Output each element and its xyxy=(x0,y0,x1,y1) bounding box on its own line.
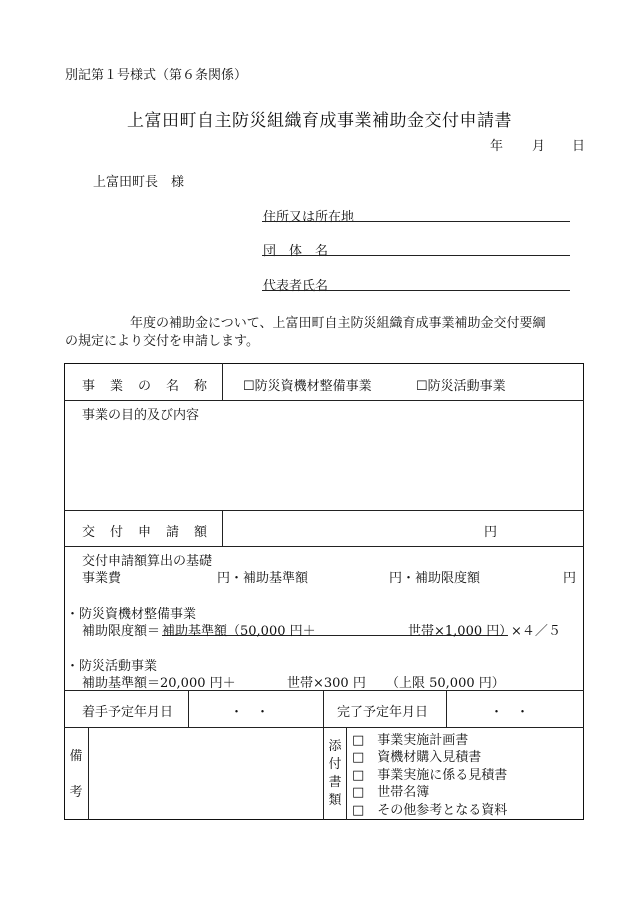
remarks-char: 備 xyxy=(69,749,83,764)
col-divider xyxy=(222,510,223,546)
col-divider xyxy=(446,690,447,727)
date-month-label: 月 xyxy=(532,139,546,154)
purpose-field[interactable] xyxy=(80,422,576,506)
attachments-char: 添 xyxy=(328,739,342,754)
attachments-char: 類 xyxy=(328,793,342,808)
attachment-checkbox-equipment-quote[interactable]: □ 資機材購入見積書 xyxy=(352,750,482,765)
project-name-label: 事 業 の 名 称 xyxy=(82,379,209,394)
option-equipment[interactable]: ☐防災資機材整備事業 xyxy=(243,379,372,394)
org-name-label: 団 体 名 xyxy=(263,244,329,259)
option-activity[interactable]: ☐防災活動事業 xyxy=(416,379,506,394)
basis-yen-end: 円 xyxy=(563,571,577,586)
representative-label: 代表者氏名 xyxy=(263,279,329,294)
org-name-field[interactable] xyxy=(262,240,570,256)
activity-formula-households: 世帯×300 円 xyxy=(287,676,366,691)
col-divider xyxy=(188,690,189,727)
end-date-label: 完了予定年月日 xyxy=(337,705,429,720)
amount-label: 交 付 申 請 額 xyxy=(82,525,209,540)
basis-standard-amount: 円・補助基準額 xyxy=(217,571,309,586)
equipment-formula-limit: 補助限度額＝ xyxy=(82,624,161,639)
form-label: 別記第１号様式（第６条関係） xyxy=(65,68,248,83)
row-divider xyxy=(64,546,584,547)
date-year-label: 年 xyxy=(490,139,504,154)
col-divider xyxy=(88,727,89,820)
attachments-char: 書 xyxy=(328,775,342,790)
address-field[interactable] xyxy=(262,206,570,222)
activity-project-title: ・防災活動事業 xyxy=(66,659,158,674)
row-divider xyxy=(64,510,584,511)
start-date-label: 着手予定年月日 xyxy=(82,705,174,720)
row-divider xyxy=(64,727,584,728)
addressee: 上富田町長 様 xyxy=(93,175,185,190)
attachment-checkbox-other[interactable]: □ その他参考となる資料 xyxy=(352,803,508,818)
date-day-label: 日 xyxy=(572,139,586,154)
address-label: 住所又は所在地 xyxy=(263,210,355,225)
equipment-formula-ratio: ×４／５ xyxy=(511,624,561,639)
attachment-checkbox-project-quote[interactable]: □ 事業実施に係る見積書 xyxy=(352,768,508,783)
body-text-line2: の規定により交付を申請します。 xyxy=(65,334,259,349)
activity-formula-cap: （上限 50,000 円） xyxy=(386,676,505,691)
row-divider xyxy=(64,400,584,401)
equipment-formula-standard: 補助基準額（50,000 円＋ xyxy=(162,624,316,639)
col-divider xyxy=(222,363,223,400)
remarks-char: 考 xyxy=(69,785,83,800)
purpose-label: 事業の目的及び内容 xyxy=(82,408,200,423)
attachments-char: 付 xyxy=(328,757,342,772)
attachment-checkbox-plan[interactable]: □ 事業実施計画書 xyxy=(352,733,469,748)
equipment-formula-households: 世帯×1,000 円） xyxy=(408,624,513,639)
amount-yen-unit: 円 xyxy=(484,525,498,540)
basis-limit-amount: 円・補助限度額 xyxy=(389,571,481,586)
body-text-line1: 年度の補助金について、上富田町自主防災組織育成事業補助金交付要綱 xyxy=(130,316,546,331)
representative-field[interactable] xyxy=(262,275,570,291)
basis-title: 交付申請額算出の基礎 xyxy=(82,554,213,569)
col-divider xyxy=(346,727,347,820)
attachment-checkbox-household-list[interactable]: □ 世帯名簿 xyxy=(352,785,430,800)
activity-formula-base: 補助基準額＝20,000 円＋ xyxy=(82,676,236,691)
end-date-field[interactable]: ・ ・ xyxy=(490,705,530,720)
page-title: 上富田町自主防災組織育成事業補助金交付申請書 xyxy=(127,111,512,131)
start-date-field[interactable]: ・ ・ xyxy=(230,705,270,720)
basis-project-cost: 事業費 xyxy=(82,571,122,586)
col-divider xyxy=(323,690,324,820)
equipment-project-title: ・防災資機材整備事業 xyxy=(66,607,197,622)
remarks-field[interactable] xyxy=(92,732,318,816)
